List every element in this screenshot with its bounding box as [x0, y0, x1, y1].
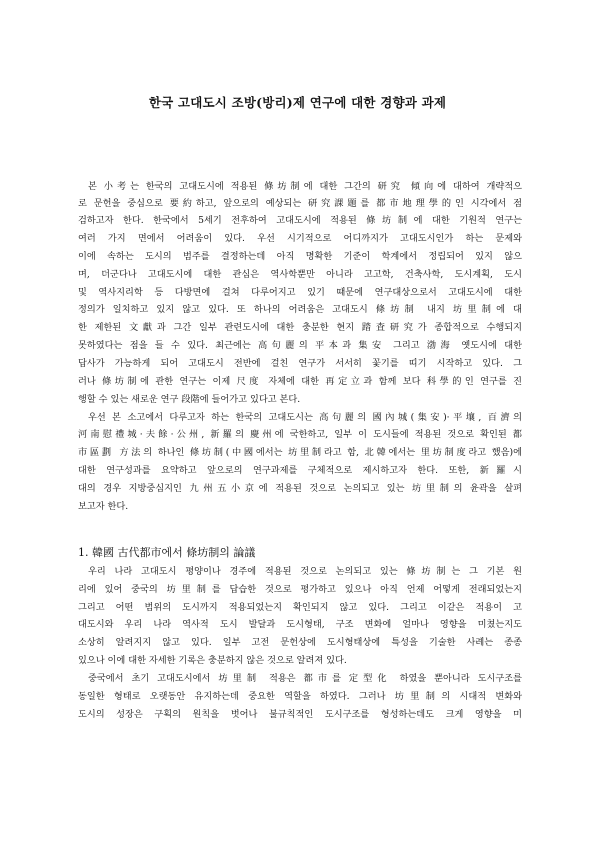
para3-line-6: 있으나 이에 대한 자세한 기록은 충분하지 않은 것으로 알려져 있다. — [78, 655, 347, 666]
para3-line-5: 소상히 알려지지 않고 있다. 일부 고전 문헌상에 도시형태상에 특성을 기술한 사례는 종종 — [78, 637, 522, 648]
section-heading: 1. 韓國 古代都市에서 條坊制의 論議 — [78, 546, 256, 559]
para1-line-6: 며, 더군다나 고대도시에 대한 관심은 역사학뿐만 아니라 고고학, 건축사학, 도시계획, 도시 — [78, 269, 522, 280]
para2-line-4: 대한 연구성과를 요약하고 앞으로의 연구과제를 구체적으로 제시하고자 한다. 또한, 新羅시 — [78, 465, 522, 476]
para1-line-5: 이에 속하는 도시의 범주를 결정하는데 아직 명확한 기준이 학계에서 정립되어 있지 않으 — [78, 251, 522, 262]
para2-line-1: 우선 본 소고에서 다루고자 하는 한국의 고대도시는 高句麗의 國內城(集安)·平壤, 百濟의 — [88, 412, 522, 423]
para1-line-12: 러나 條坊制에 관한 연구는 이제 尺度 자체에 대한 再定立과 함께 보다 科學的인 연구를 진 — [78, 376, 522, 387]
para2-line-5: 대의 경우 지방중심지인 九州五小京에 적용된 것으로 논의되고 있는 坊里制의 윤곽을 살펴 — [78, 483, 522, 494]
para4-line-2: 동일한 형태로 오랫동안 유지하는데 중요한 역할을 하였다. 그러나 坊里制의 시대적 변화와 — [78, 691, 522, 702]
para2-line-3: 市區劃 方法의 하나인 條坊制(中國에서는 坊里制라고 함, 北韓에서는 里坊制度라고 했음)에 — [78, 447, 522, 458]
page-title: 한국 고대도시 조방(방리)제 연구에 대한 경향과 과제 — [148, 95, 447, 110]
para4-line-3: 도시의 성장은 구획의 원칙을 벗어나 불규칙적인 도시구조를 형성하는데도 크게 영향을 미 — [78, 709, 522, 720]
para1-line-1: 본 小考는 한국의 고대도시에 적용된 條坊制에 대한 그간의 研究 傾向에 대하여 개략적으 — [88, 181, 522, 192]
para1-line-10: 못하였다는 점을 들 수 있다. 최근에는 高句麗의 平本과 集安 그리고 渤海 옛도시에 대한 — [78, 340, 522, 351]
para2-line-2: 河南慰禮城·夫餘·公州, 新羅의 慶州에 국한하고, 일부 이 도시들에 적용된 것으로 확인된 都 — [78, 429, 522, 440]
para2-line-6: 보고자 한다. — [78, 501, 129, 512]
para1-line-9: 한 제한된 文獻과 그간 일부 관련도시에 대한 충분한 현지 踏査研究가 종합적으로 수행되지 — [78, 322, 522, 333]
para1-line-2: 로 문헌을 중심으로 要約하고, 앞으로의 예상되는 研究課題를 都市地理學的인 시각에서 점 — [78, 198, 522, 209]
para1-line-11: 답사가 가능하게 되어 고대도시 전반에 걸친 연구가 서서히 꽃기를 띠기 시작하고 있다. 그 — [78, 358, 522, 369]
para1-line-8: 정의가 일치하고 있지 않고 있다. 또 하나의 어려움은 고대도시 條坊制 내지 坊里制에 대 — [78, 304, 522, 315]
para3-line-1: 우리 나라 고대도시 평양이나 경주에 적용된 것으로 논의되고 있는 條坊制는 그 기본 원 — [88, 566, 522, 577]
para3-line-4: 대도시와 우리 나라 역사적 도시 발달과 도시형태, 구조 변화에 얼마나 영향을 미쳤는지도 — [78, 619, 522, 630]
para3-line-2: 리에 있어 중국의 坊里制를 답습한 것으로 평가하고 있으나 아직 언제 어떻게 전래되었는지 — [78, 584, 522, 595]
para1-line-3: 검하고자 한다. 한국에서 5세기 전후하여 고대도시에 적용된 條坊制에 대한 기원적 연구는 — [78, 215, 522, 226]
para1-line-7: 및 역사지리학 등 다방면에 걸쳐 다루어지고 있기 때문에 연구대상으로서 고대도시에 대한 — [78, 287, 522, 298]
para1-line-4: 여러 가지 면에서 어려움이 있다. 우선 시기적으로 어디까지가 고대도시인가 하는 문제와 — [78, 233, 522, 244]
para3-line-3: 그리고 어떤 범위의 도시까지 적용되었는지 확인되지 않고 있다. 그리고 이같은 적용이 고 — [78, 602, 522, 613]
para1-line-13: 행할 수 있는 새로운 연구 段階에 들어가고 있다고 본다. — [78, 394, 301, 405]
para4-line-1: 중국에서 초기 고대도시에서 坊里制 적용은 都市를 定型化 하였을 뿐아니라 도시구조를 — [88, 673, 522, 684]
